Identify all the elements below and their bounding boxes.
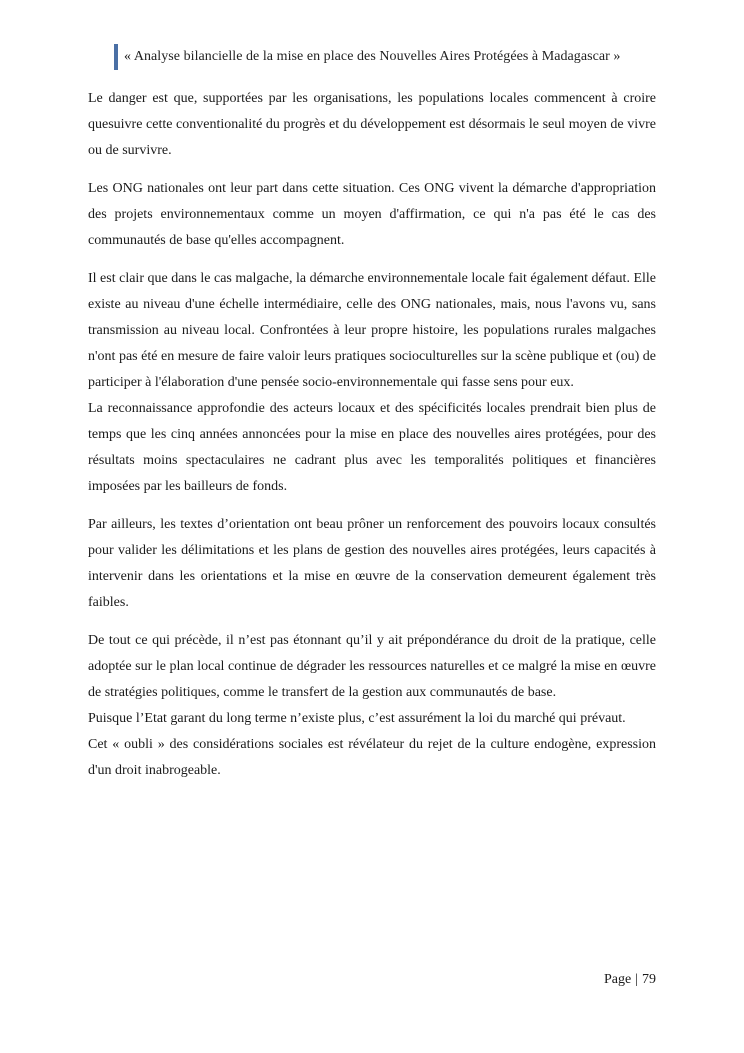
page-separator: | xyxy=(635,972,638,987)
page-label: Page xyxy=(603,972,632,987)
paragraph: Les ONG nationales ont leur part dans cette situation. Ces ONG vivent la démarche d'appropriation des projets environnementaux comme un moyen d'affirmation, ce qui n'a pas été le cas des communautés de base qu'elles accompagnent. xyxy=(88,181,656,248)
running-header xyxy=(114,44,620,70)
paragraph: Puisque l’Etat garant du long terme n’existe plus, c’est assurément la loi du marché qui prévaut. xyxy=(88,711,626,726)
header-accent-bar xyxy=(114,44,118,70)
page-footer xyxy=(604,972,656,988)
paragraph: Par ailleurs, les textes d’orientation ont beau prôner un renforcement des pouvoirs locaux consultés pour valider les délimitations et les plans de gestion des nouvelles aires protégées, leurs capacités à intervenir dans les orientations et la mise en œuvre de la conservation demeurent également très faibles. xyxy=(88,517,656,610)
paragraph: Il est clair que dans le cas malgache, la démarche environnementale locale fait également défaut. Elle existe au niveau d'une échelle intermédiaire, celle des ONG nationales, mais, nous l'avons vu, sans transmission au niveau local. Confrontées à leur propre histoire, les populations rurales malgaches n'ont pas été en mesure de faire valoir leurs pratiques socioculturelles sur la scène publique et (ou) de participer à l'élaboration d'une pensée socio-environnementale qui fasse sens pour eux. xyxy=(88,271,656,390)
paragraph: Le danger est que, supportées par les organisations, les populations locales commencent à croire quesuivre cette conventionalité du progrès et du développement est désormais le seul moyen de vivre ou de survivre. xyxy=(88,91,656,158)
page-number: 79 xyxy=(642,972,656,987)
paragraph: Cet « oubli » des considérations sociales est révélateur du rejet de la culture endogène, expression d'un droit inabrogeable. xyxy=(88,737,656,778)
header-title: « Analyse bilancielle de la mise en place des Nouvelles Aires Protégées à Madagascar » xyxy=(124,49,621,64)
body-text xyxy=(88,86,656,784)
paragraph: De tout ce qui précède, il n’est pas étonnant qu’il y ait prépondérance du droit de la pratique, celle adoptée sur le plan local continue de dégrader les ressources naturelles et ce malgré la mise en œuvre de stratégies politiques, comme le transfert de la gestion aux communautés de base. xyxy=(88,633,656,700)
paragraph: La reconnaissance approfondie des acteurs locaux et des spécificités locales prendrait bien plus de temps que les cinq années annoncées pour la mise en place des nouvelles aires protégées, pour des résultats moins spectaculaires ne cadrant plus avec les temporalités politiques et financières imposées par les bailleurs de fonds. xyxy=(88,401,656,494)
